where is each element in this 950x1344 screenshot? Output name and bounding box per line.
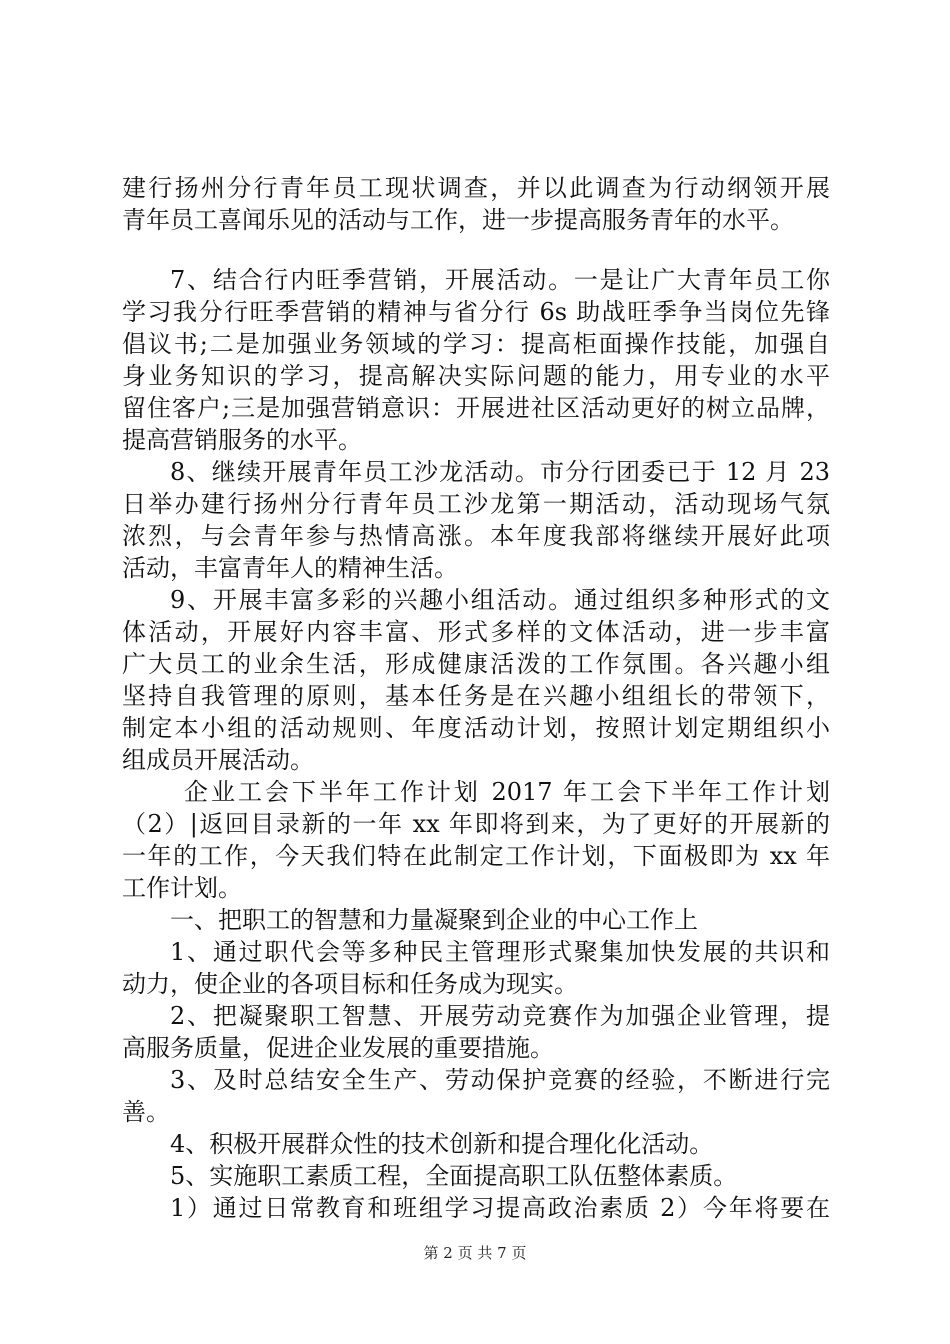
text-line: 善。 bbox=[122, 1098, 170, 1126]
text-line: 3、及时总结安全生产、劳动保护竞赛的经验，不断进行完 bbox=[170, 1066, 830, 1094]
paragraph-item-8 bbox=[122, 456, 830, 584]
text-line: 青年员工喜闻乐见的活动与工作，进一步提高服务青年的水平。 bbox=[122, 206, 794, 234]
section-heading-1 bbox=[122, 904, 830, 936]
section-heading: 一、把职工的智慧和力量凝聚到企业的中心工作上 bbox=[170, 906, 698, 934]
text-line: （2）|返回目录新的一年 xx 年即将到来，为了更好的开展新的 bbox=[122, 810, 830, 838]
page-number-footer: 第 2 页 共 7 页 bbox=[423, 1244, 527, 1262]
text-line: 浓烈，与会青年参与热情高涨。本年度我部将继续开展好此项 bbox=[122, 522, 830, 550]
paragraph-point-2 bbox=[122, 1000, 830, 1064]
text-line: 组成员开展活动。 bbox=[122, 746, 314, 774]
text-line: 高服务质量，促进企业发展的重要措施。 bbox=[122, 1034, 554, 1062]
text-line: 企业工会下半年工作计划 2017 年工会下半年工作计划 bbox=[184, 778, 830, 806]
paragraph-survey bbox=[122, 172, 830, 236]
text-line: 动力，使企业的各项目标和任务成为现实。 bbox=[122, 970, 578, 998]
paragraph-item-9 bbox=[122, 584, 830, 776]
paragraph-subpoint-1 bbox=[122, 1192, 830, 1224]
paragraph-gap bbox=[122, 236, 830, 264]
paragraph-union-plan-intro bbox=[122, 776, 830, 904]
text-line: 学习我分行旺季营销的精神与省分行 6s 助战旺季争当岗位先锋 bbox=[122, 298, 830, 326]
text-line: 4、积极开展群众性的技术创新和提合理化化活动。 bbox=[170, 1130, 714, 1158]
paragraph-point-5 bbox=[122, 1160, 830, 1192]
text-line: 5、实施职工素质工程，全面提高职工队伍整体素质。 bbox=[170, 1162, 738, 1190]
text-line: 活动，丰富青年人的精神生活。 bbox=[122, 554, 458, 582]
text-line: 提高营销服务的水平。 bbox=[122, 426, 362, 454]
paragraph-point-4 bbox=[122, 1128, 830, 1160]
document-body bbox=[122, 172, 830, 1224]
paragraph-point-3 bbox=[122, 1064, 830, 1128]
text-line: 建行扬州分行青年员工现状调查，并以此调查为行动纲领开展 bbox=[122, 174, 830, 202]
text-line: 体活动，开展好内容丰富、形式多样的文体活动，进一步丰富 bbox=[122, 618, 830, 646]
text-line: 身业务知识的学习，提高解决实际问题的能力，用专业的水平 bbox=[122, 362, 830, 390]
text-line: 8、继续开展青年员工沙龙活动。市分行团委已于 12 月 23 bbox=[170, 458, 830, 486]
text-line: 坚持自我管理的原则，基本任务是在兴趣小组组长的带领下， bbox=[122, 682, 830, 710]
text-line: 工作计划。 bbox=[122, 874, 242, 902]
text-line: 广大员工的业余生活，形成健康活泼的工作氛围。各兴趣小组 bbox=[122, 650, 830, 678]
text-line: 7、结合行内旺季营销，开展活动。一是让广大青年员工你 bbox=[170, 266, 830, 294]
paragraph-item-7 bbox=[122, 264, 830, 456]
text-line: 1、通过职代会等多种民主管理形式聚集加快发展的共识和 bbox=[170, 938, 830, 966]
text-line: 9、开展丰富多彩的兴趣小组活动。通过组织多种形式的文 bbox=[170, 586, 830, 614]
text-line: 1）通过日常教育和班组学习提高政治素质 2）今年将要在 bbox=[170, 1194, 830, 1222]
text-line: 2、把凝聚职工智慧、开展劳动竞赛作为加强企业管理，提 bbox=[170, 1002, 830, 1030]
paragraph-point-1 bbox=[122, 936, 830, 1000]
text-line: 倡议书;二是加强业务领域的学习：提高柜面操作技能，加强自 bbox=[122, 330, 830, 358]
text-line: 留住客户;三是加强营销意识：开展进社区活动更好的树立品牌， bbox=[122, 394, 830, 422]
text-line: 制定本小组的活动规则、年度活动计划，按照计划定期组织小 bbox=[122, 714, 830, 742]
text-line: 日举办建行扬州分行青年员工沙龙第一期活动，活动现场气氛 bbox=[122, 490, 830, 518]
text-line: 一年的工作，今天我们特在此制定工作计划，下面极即为 xx 年 bbox=[122, 842, 830, 870]
